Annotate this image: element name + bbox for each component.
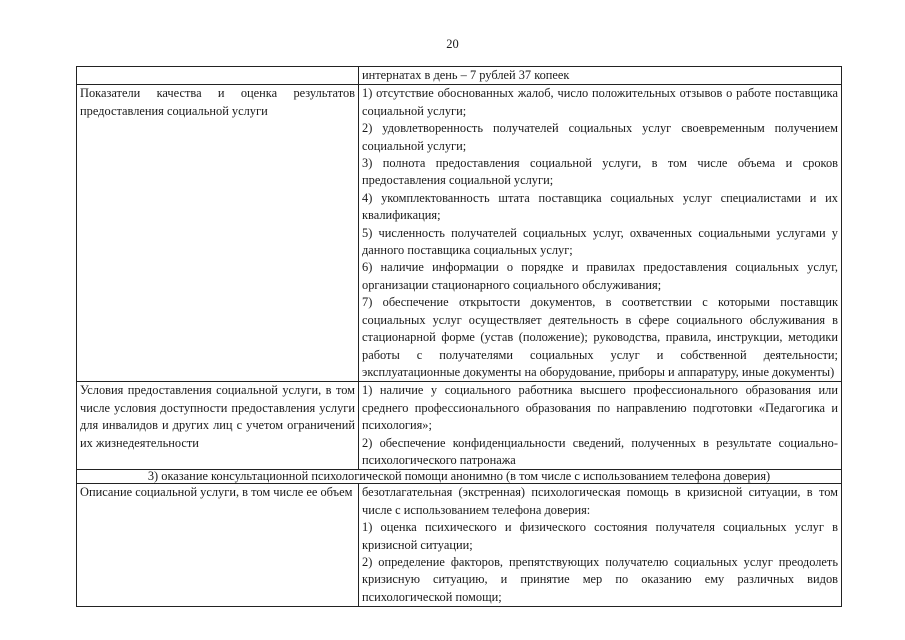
content-line: интернатах в день – 7 рублей 37 копеек [362,68,570,82]
content-item: безотлагательная (экстренная) психологическая помощь в кризисной ситуации, в том числе с использованием телефона доверия: [362,485,838,517]
table-row [77,382,842,470]
content-item: 4) укомплектованность штата поставщика социальных услуг специалистами и их квалификация; [362,190,838,223]
content-item: 2) определение факторов, препятствующих получателю социальных услуг преодолеть кризисную ситуацию, и принятие мер по оказанию ему различных видов психологической помощи; [362,554,838,604]
row-content [359,85,842,382]
table-row [77,484,842,607]
content-item: 2) обеспечение конфиденциальности сведений, полученных в результате социально-психологического патронажа [362,435,838,467]
section-heading-row [77,470,842,484]
row-content [359,382,842,470]
content-item: 1) оценка психического и физического состояния получателя социальных услуг в кризисной ситуации; [362,520,838,552]
row-content [359,67,842,85]
content-item: 5) численность получателей социальных услуг, охваченных социальными услугами у данного поставщика социальных услуг; [362,225,838,258]
row-label [77,67,359,85]
content-item: 3) полнота предоставления социальной услуги, в том числе объема и сроков предоставления социальной услуги; [362,156,838,188]
content-item: 1) наличие у социального работника высшего профессионального образования или среднего профессионального образования по направлению подготовки «Педагогика и психология»; [362,383,838,433]
row-label: Условия предоставления социальной услуги, в том числе условия доступности предоставления услуги для инвалидов и других лиц с учетом ограничений их жизнедеятельности [77,382,359,470]
table-row [77,85,842,382]
content-item: 6) наличие информации о порядке и правилах предоставления социальных услуг, организации стационарного социального обслуживания; [362,260,838,292]
section-heading: 3) оказание консультационной психологической помощи анонимно (в том числе с использованием телефона доверия) [77,470,842,484]
content-item: 7) обеспечение открытости документов, в соответствии с которыми поставщик социальных услуг осуществляет деятельность в сфере социального обслуживания в стационарной форме (устав (положение); руководства, правила, инструкции, методики работы с получателями социальных услуг и собственной деятельности; эксплуатационные документы на оборудование, приборы и аппаратуру, иные документы) [362,295,838,379]
content-item: 2) удовлетворенность получателей социальных услуг своевременным получением социальной услуги; [362,121,838,153]
table-row [77,67,842,85]
row-label: Показатели качества и оценка результатов предоставления социальной услуги [77,85,359,382]
page-number: 20 [446,37,459,51]
row-content [359,484,842,607]
services-table [76,66,842,607]
row-label: Описание социальной услуги, в том числе ее объем [77,484,359,607]
content-item: 1) отсутствие обоснованных жалоб, число положительных отзывов о работе поставщика социальной услуги; [362,86,838,118]
